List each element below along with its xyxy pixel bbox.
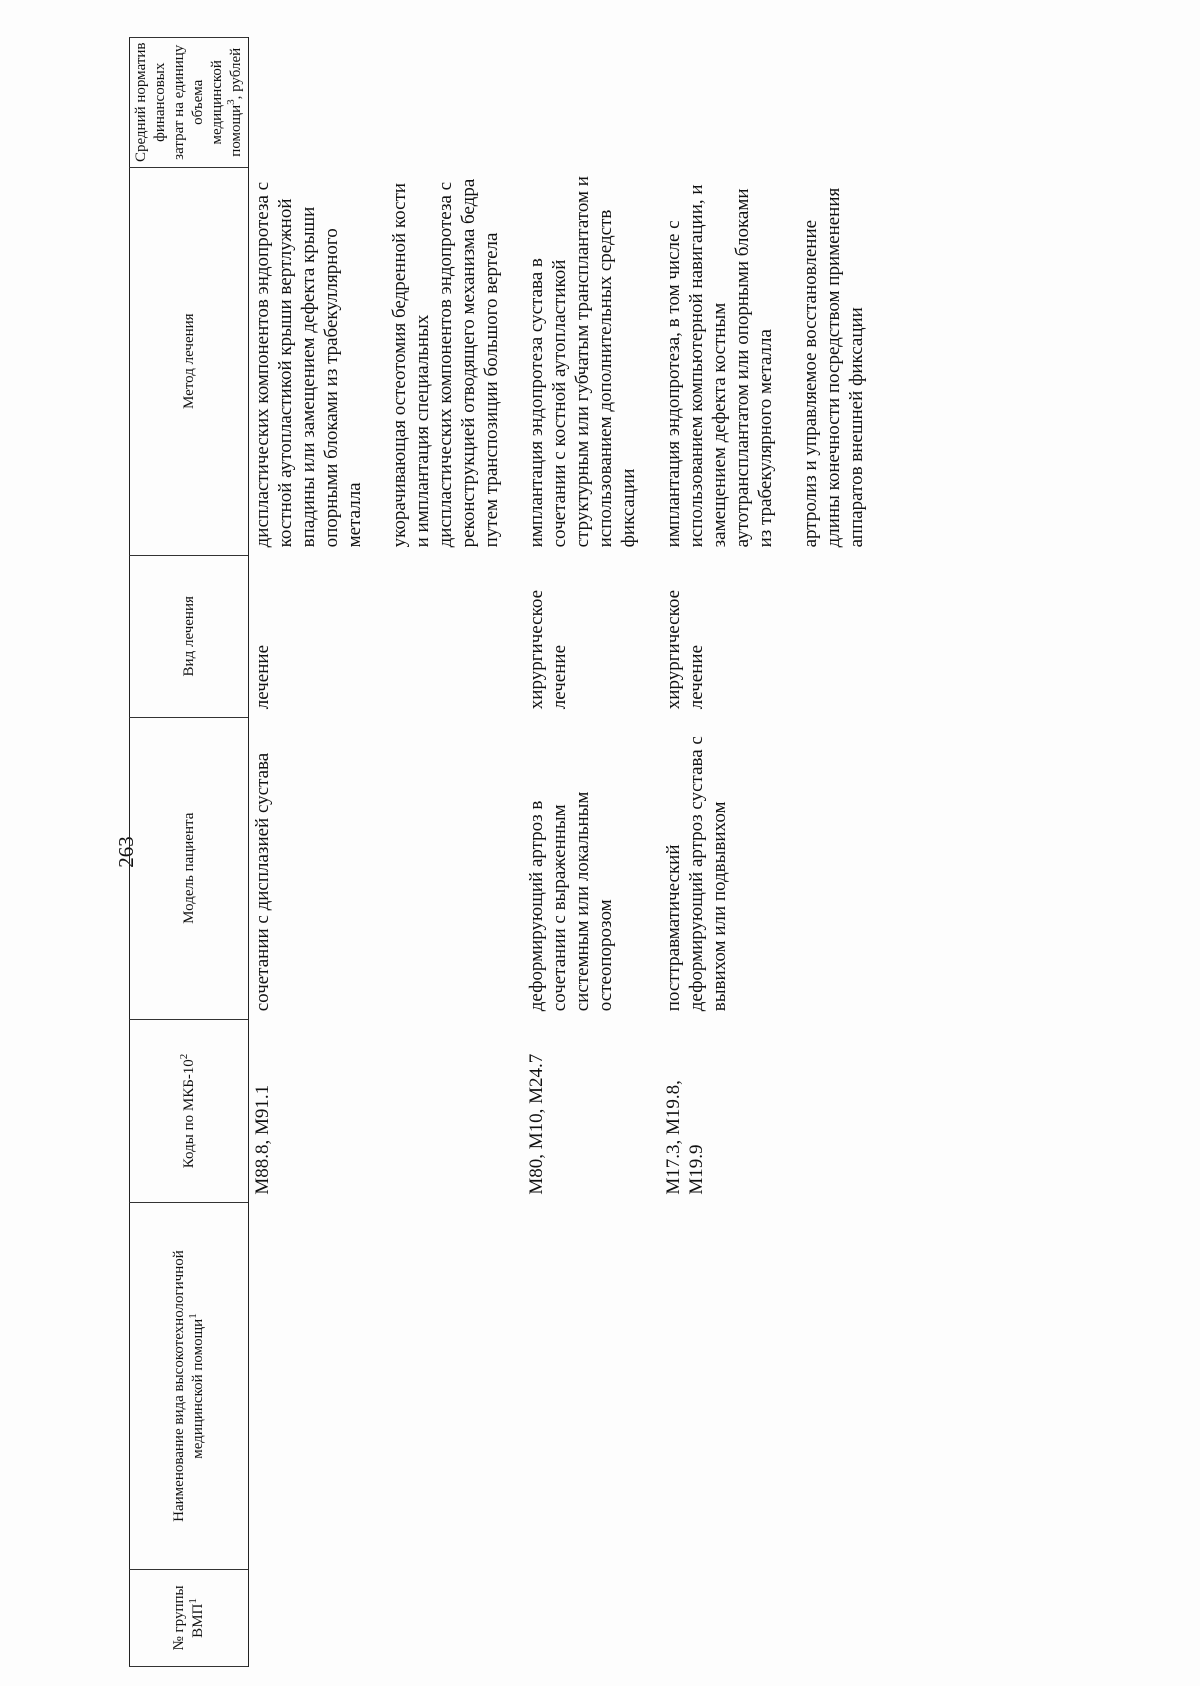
cell-patient-model: деформирующий артроз в сочетании с выраженным системным или локальным остеопорозом [526,791,616,1012]
header-treatment-type: Вид лечения [130,555,249,717]
table-row [660,38,888,1667]
cell-treatment-type: хирургическое лечение [526,589,570,710]
method-item: имплантация эндопротеза сустава в сочетании с костной аутопластикой структурным или губчатым трансплантатом и использованием дополнительных средств фиксации [526,176,639,548]
cell-cost [660,38,888,168]
cell-care-type-name [523,1203,660,1570]
rotated-table-container [129,37,1200,1667]
table-row [523,38,660,1667]
header-group-number: № группы ВМП$^1$ [130,1569,249,1666]
page-number: 263 [114,836,138,868]
cell-patient-model: сочетании с дисплазией сустава [252,752,273,1012]
header-patient-model: Модель пациента [130,717,249,1019]
cell-patient-model: посттравматический деформирующий артроз сустава с вывихом или подвывихом [663,736,730,1012]
header-care-type-name: Наименование вида высокотехнологичной медицинской помощи$^1$ [130,1203,249,1570]
table-body [249,38,889,1667]
treatment-table [129,37,888,1667]
cell-care-type-name [660,1203,888,1570]
cell-group [660,1569,888,1666]
cell-care-type-name [249,1203,524,1570]
header-cost-standard: Средний норматив финансовых затрат на единицу объема медицинской помощи$^3$, рублей [130,38,249,168]
method-item: диспластических компонентов эндопротеза с костной аутопластикой крыши вертлужной впадины или замещением дефекта крыши опорными блоками из трабекуллярного металла [252,181,365,548]
cell-treatment-type: хирургическое лечение [663,589,707,710]
cell-treatment-method [249,167,524,555]
cell-cost [523,38,660,168]
cell-icd-codes: M80, M10, M24.7 [526,1053,547,1195]
cell-icd-codes: M88.8, M91.1 [252,1084,273,1195]
method-item: укорачивающая остеотомия бедренной кости и имплантация специальных диспластических компонентов эндопротеза с реконструкцией отводящего механизма бедра путем транспозиции большого вертела [389,178,502,548]
table-row [249,38,524,1667]
header-icd-codes: Коды по МКБ-$10^2$ [130,1019,249,1202]
header-treatment-method: Метод лечения [130,167,249,555]
cell-icd-codes: M17.3, M19.8, M19.9 [663,1080,707,1195]
cell-treatment-method [523,167,660,555]
cell-cost [249,38,524,168]
cell-group [249,1569,524,1666]
cell-treatment-method [660,167,888,555]
cell-treatment-type: лечение [252,644,273,710]
table-header [130,38,249,1667]
method-item: артролиз и управляемое восстановление длины конечности посредством применения аппаратов внешней фиксации [800,187,867,548]
method-item: имплантация эндопротеза, в том числе с использованием компьютерной навигации, и замещением дефекта костным аутотрансплантатом или опорными блоками из трабекулярного металла [663,184,776,548]
cell-group [523,1569,660,1666]
